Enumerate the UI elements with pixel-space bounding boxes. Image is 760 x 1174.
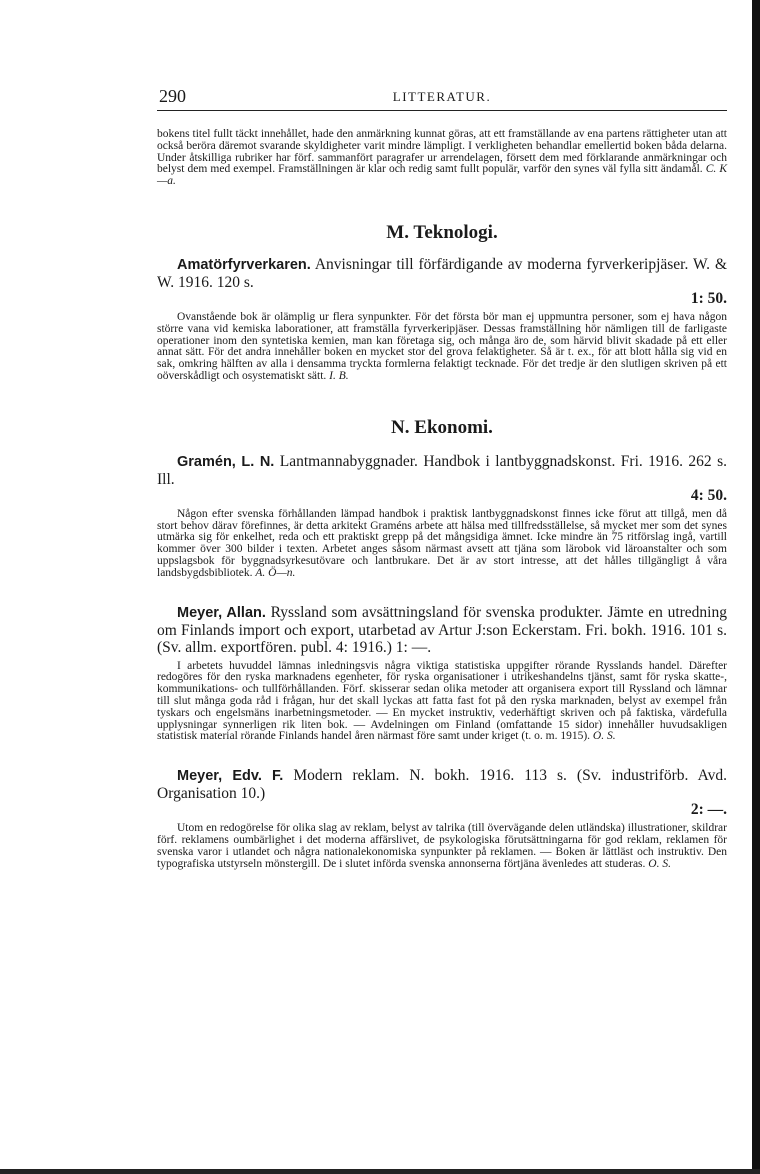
entry-citation (157, 256, 727, 291)
entry-review-text: Någon efter svenska förhållanden lämpad handbok i praktisk lantbyggnadskonst finnes icke förut att tillgå, men då stort behov därav förefinnes, är detta arkitekt Graméns arbete att hälsa med tillfredsställelse, så mycket mer som det synes utmärka sig för enkelhet, reda och ett praktiskt grepp på det mångsidiga ämnet. Icke mindre än 75 ritförslag ingå, vartill kommer över 300 bilder i texten. Arbetet anges såsom närmast avsett att tjäna som lärobok vid läroanstalter och som uppslagsbok för byggnadsyrkesutövare och lantbrukare. Det är av stort intresse, att det hålles tillgängligt å våra landsbygdsbibliotek. (157, 507, 727, 579)
entry-review (157, 661, 727, 744)
entry-citation (157, 453, 727, 488)
reviewer-signature: O. S. (592, 730, 616, 743)
entry-price: 2: —. (690, 801, 727, 819)
reviewer-signature: I. B. (329, 369, 349, 382)
entry-review (157, 312, 727, 383)
entry-citation (157, 604, 727, 656)
entry-review (157, 509, 727, 580)
entry-gramen (157, 453, 727, 580)
entry-author: Meyer, Allan. (177, 604, 266, 621)
entry-author: Gramén, L. N. (177, 453, 275, 470)
entry-price: 1: 50. (690, 289, 727, 307)
entry-author: Meyer, Edv. F. (177, 768, 284, 785)
entry-bibliography: Lantmannabyggnader. Handbok i lantbyggnadskonst. Fri. 1916. 262 s. Ill. (157, 452, 727, 488)
running-header (157, 86, 727, 111)
entry-price: 4: 50. (690, 486, 727, 504)
reviewer-signature: O. S. (648, 857, 671, 870)
entry-review-text: Ovanstående bok är olämplig ur flera synpunkter. För det första bör man ej uppmuntra personer, som ej hava någon större vana vid kemiska laborationer, att framställa fyrverkeripjäser. Dessas framställning hör nämligen till de farligaste operationer inom den syntetiska kemien, man kan företaga sig, och många äro de, som härvid blivit skadade på ett eller annat sätt. För det andra innehåller boken en mycket stor del grova felaktigheter. Så är t. ex., för att blott hålla sig vid en sak, omkring hälften av alla i densamma tryckta formlerna felaktigt tecknade. För det tredje är den slutligen skriven på ett oöverskådligt och osystematiskt sätt. (157, 310, 727, 382)
continued-review (157, 129, 727, 188)
section-heading-teknologi: M. Teknologi. (386, 221, 498, 243)
entry-amatorfyrverkaren (157, 256, 727, 383)
continued-review-text: bokens titel fullt täckt innehållet, hade den anmärkning kunnat göras, att ett framställande av ena partens rättigheter utan att också beröra däremot svarande skyldigheter varit mindre lämpligt. I verkligheten behandlar emellertid boken båda delarna. Under åtskilliga rubriker har förf. sammanfört paragrafer ur arrendelagen, försett dem med förklarande anmärkningar och belyst dem med exempel. Framställningen är klar och redig samt fullt populär, varför den synes väl fylla sitt ändamål. (157, 128, 727, 176)
entry-meyer-allan (157, 604, 727, 744)
entry-citation (157, 767, 727, 802)
reviewer-signature: C. K—a. (157, 163, 728, 188)
entry-bibliography: Anvisningar till förfärdigande av moderna fyrverkeripjäser. W. & W. 1916. 120 s. (157, 255, 727, 291)
page (157, 86, 727, 870)
page-number: 290 (159, 86, 186, 106)
section-heading-ekonomi: N. Ekonomi. (391, 416, 493, 438)
entry-meyer-edv (157, 767, 727, 870)
entry-review-text: Utom en redogörelse för olika slag av reklam, belyst av talrika (till övervägande delen utländska) illustrationer, skildrar förf. reklamens oumbärlighet i det moderna affärslivet, de psykologiska förutsättningarna för god reklam, reklamen för svenska varor i utlandet och några nationalekonomiska synpunkter på reklamen. — Boken är lättläst och instruktiv. Den typografiska utstyrseln mönstergill. De i slutet införda svenska annonserna förtjäna ävenledes att studeras. (157, 822, 727, 870)
scan-edge-bottom (0, 1169, 760, 1174)
entry-bibliography: Ryssland som avsättningsland för svenska produkter. Jämte en utredning om Finlands import och export, utarbetad av Artur J:son Eckerstam. Fri. bokh. 1916. 101 s. (Sv. allm. exportfören. publ. 4: 1916.) 1: —. (157, 603, 727, 656)
scan-edge-right (752, 0, 760, 1174)
entry-author: Amatörfyrverkaren. (177, 256, 311, 273)
running-title: LITTERATUR. (392, 89, 492, 104)
entry-review-text: I arbetets huvuddel lämnas inledningsvis några viktiga statistiska uppgifter rörande Rysslands handel. Därefter redogöres för den ryska marknadens egenheter, för ryska organisationer i utrikeshandelns tjänst, samt för ryska skatte-, kommunikations- och tullförhållanden. Förf. skisserar sedan olika metoder att organisera export till Ryssland och lämnar till slut många goda råd i frågan, hur det skall lyckas att fatta fast fot på den ryska marknaden, belyst av exempel från tyskars och engelsmäns inarbetningsmetoder. — En mycket instruktiv, vederhäftigt skriven och på faktiska, värdefulla upplysningar synnerligen rik liten bok. — Avdelningen om Finland (omfattande 15 sidor) innehåller huvudsakligen statistisk material rörande Finlands handel åren närmast före samt under kriget (t. o. m. 1915). (157, 659, 727, 743)
entry-review (157, 823, 727, 870)
reviewer-signature: A. Ö—n. (255, 566, 296, 579)
entry-bibliography: Modern reklam. N. bokh. 1916. 113 s. (Sv. industriförb. Avd. Organisation 10.) (157, 767, 727, 803)
